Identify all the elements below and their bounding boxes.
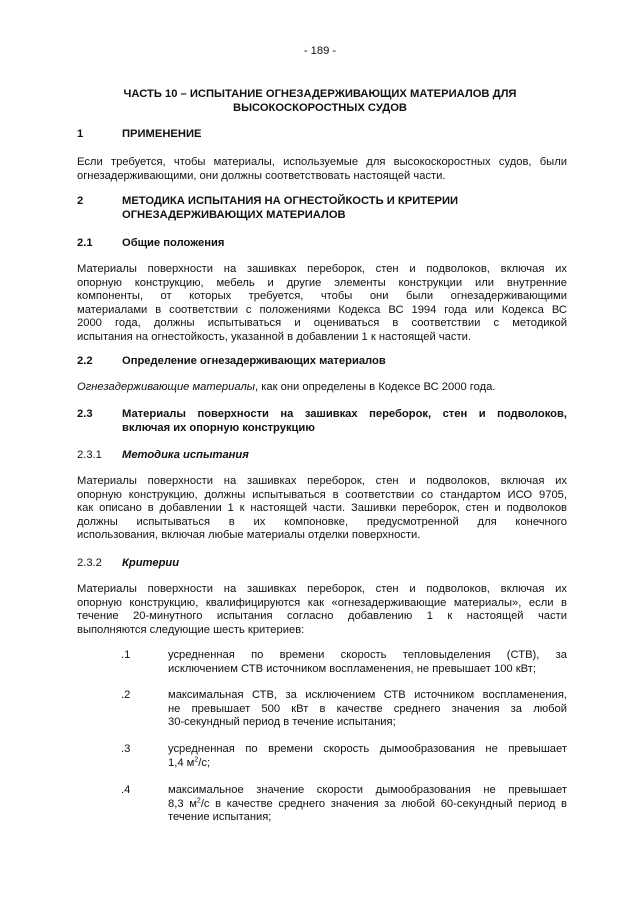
text-line: максимальная СТВ, за исключением СТВ источником воспламенения,: [168, 689, 567, 701]
section-title-line: Материалы поверхности на зашивках переборок, стен и подволоков,: [122, 408, 567, 420]
item-text: [168, 649, 567, 676]
part-title: [90, 87, 550, 115]
section-title: [122, 407, 567, 435]
section-title: Методика испытания: [122, 449, 249, 461]
section-2-1-paragraph: [77, 263, 567, 345]
text-line: огнезадерживающими, они должны соответствовать настоящей части.: [77, 169, 446, 182]
superscript: 2: [194, 755, 199, 763]
item-text: [168, 689, 567, 730]
text-line: Материалы поверхности на зашивках переборок, стен и подволоков, включая их: [77, 263, 567, 275]
text-line: максимальное значение скорости дымообразования не превышает: [168, 784, 567, 796]
section-number: 2.3.1: [77, 449, 102, 461]
text-line: исключением СТВ источником воспламенения, не превышает 100 кВт;: [168, 662, 536, 675]
item-number: .3: [121, 743, 131, 755]
unit: /с;: [198, 756, 211, 769]
section-title: Критерии: [122, 557, 180, 569]
item-number: .2: [121, 689, 131, 701]
value: 1,4 м: [168, 756, 195, 769]
text-line: испытания на огнестойкость, указанной в добавлении 1 к настоящей части.: [77, 330, 471, 343]
text-line: 2000 года, должны испытываться и оцениваться в соответствии с методикой: [77, 317, 567, 330]
section-title: Общие положения: [122, 237, 225, 249]
section-2-3-1-paragraph: [77, 475, 567, 543]
item-text: [168, 743, 567, 770]
item-text: [168, 784, 567, 825]
part-title-line-1: ЧАСТЬ 10 – ИСПЫТАНИЕ ОГНЕЗАДЕРЖИВАЮЩИХ МАТЕРИАЛОВ ДЛЯ: [123, 88, 517, 100]
text-line: течение испытания;: [168, 811, 272, 824]
section-2-3-2-paragraph: [77, 583, 567, 637]
text-line: выполняются следующие шесть критериев:: [77, 623, 305, 636]
section-title-line: включая их опорную конструкцию: [122, 422, 315, 434]
section-2-2-paragraph: [77, 381, 567, 395]
text-line: использования, включая любые материалы отделки поверхности.: [77, 529, 421, 542]
section-title: Определение огнезадерживающих материалов: [122, 355, 386, 367]
value: 8,3 м: [168, 797, 197, 810]
text-line: [168, 757, 567, 771]
text-line: опорную конструкцию, должны испытываться в соответствии со стандартом ИСО 9705,: [77, 488, 567, 501]
text-line: Материалы поверхности на зашивках переборок, стен и подволоков, включая их: [77, 475, 567, 487]
text-line: опорную конструкцию, мебель и другие элементы конструкции или внутренние: [77, 276, 567, 289]
text-line: [168, 798, 567, 812]
part-title-line-2: ВЫСОКОСКОРОСТНЫХ СУДОВ: [232, 102, 407, 114]
section-number: 2.2: [77, 355, 93, 367]
item-number: .1: [121, 649, 131, 661]
text-line: течение 20-минутного испытания согласно добавлению 1 к настоящей части: [77, 610, 567, 623]
text-line: должны испытываться в их компоновке, предусмотренной для конечного: [77, 515, 567, 528]
text-line: как описано в добавлении 1 к настоящей части. Зашивки переборок, стен и подволоков: [77, 502, 567, 515]
page-number: - 189 -: [303, 45, 337, 57]
text-line: Материалы поверхности на зашивках переборок, стен и подволоков, включая их: [77, 583, 567, 595]
section-1-paragraph: [77, 156, 567, 183]
text-line: усредненная по времени скорость дымообразования не превышает: [168, 743, 567, 755]
section-title: [122, 194, 567, 222]
defined-term: Огнезадерживающие материалы: [77, 381, 256, 393]
text-line: опорную конструкцию, квалифицируются как «огнезадерживающие материалы», если в: [77, 596, 567, 609]
text-line: усредненная по времени скорость тепловыделения (СТВ), за: [168, 649, 567, 661]
superscript: 2: [196, 796, 201, 804]
text-line: компоненты, от которых требуется, чтобы они были огнезадерживающими: [77, 290, 567, 303]
text-line: 30-секундный период в течение испытания;: [168, 716, 396, 729]
section-number: 2.3.2: [77, 557, 102, 569]
section-number: 2: [77, 195, 84, 207]
text-line: не превышает 500 кВт в качестве среднего значения за любой: [168, 702, 567, 715]
section-number: 1: [77, 128, 84, 140]
text-fragment: , как они определены в Кодексе ВС 2000 года.: [255, 381, 496, 393]
item-number: .4: [121, 784, 131, 796]
section-title: ПРИМЕНЕНИЕ: [122, 128, 202, 140]
text-fragment: /с в качестве среднего значения за любой 60-секундный период в: [200, 797, 567, 810]
section-number: 2.1: [77, 237, 93, 249]
text-line: материалами в соответствии с положениями Кодекса ВС 1994 года или Кодекса ВС: [77, 303, 567, 316]
section-title-line: ОГНЕЗАДЕРЖИВАЮЩИХ МАТЕРИАЛОВ: [122, 209, 346, 221]
section-number: 2.3: [77, 408, 93, 420]
text-line: Если требуется, чтобы материалы, используемые для высокоскоростных судов, были: [77, 156, 567, 168]
section-title-line: МЕТОДИКА ИСПЫТАНИЯ НА ОГНЕСТОЙКОСТЬ И КРИТЕРИИ: [122, 195, 459, 207]
